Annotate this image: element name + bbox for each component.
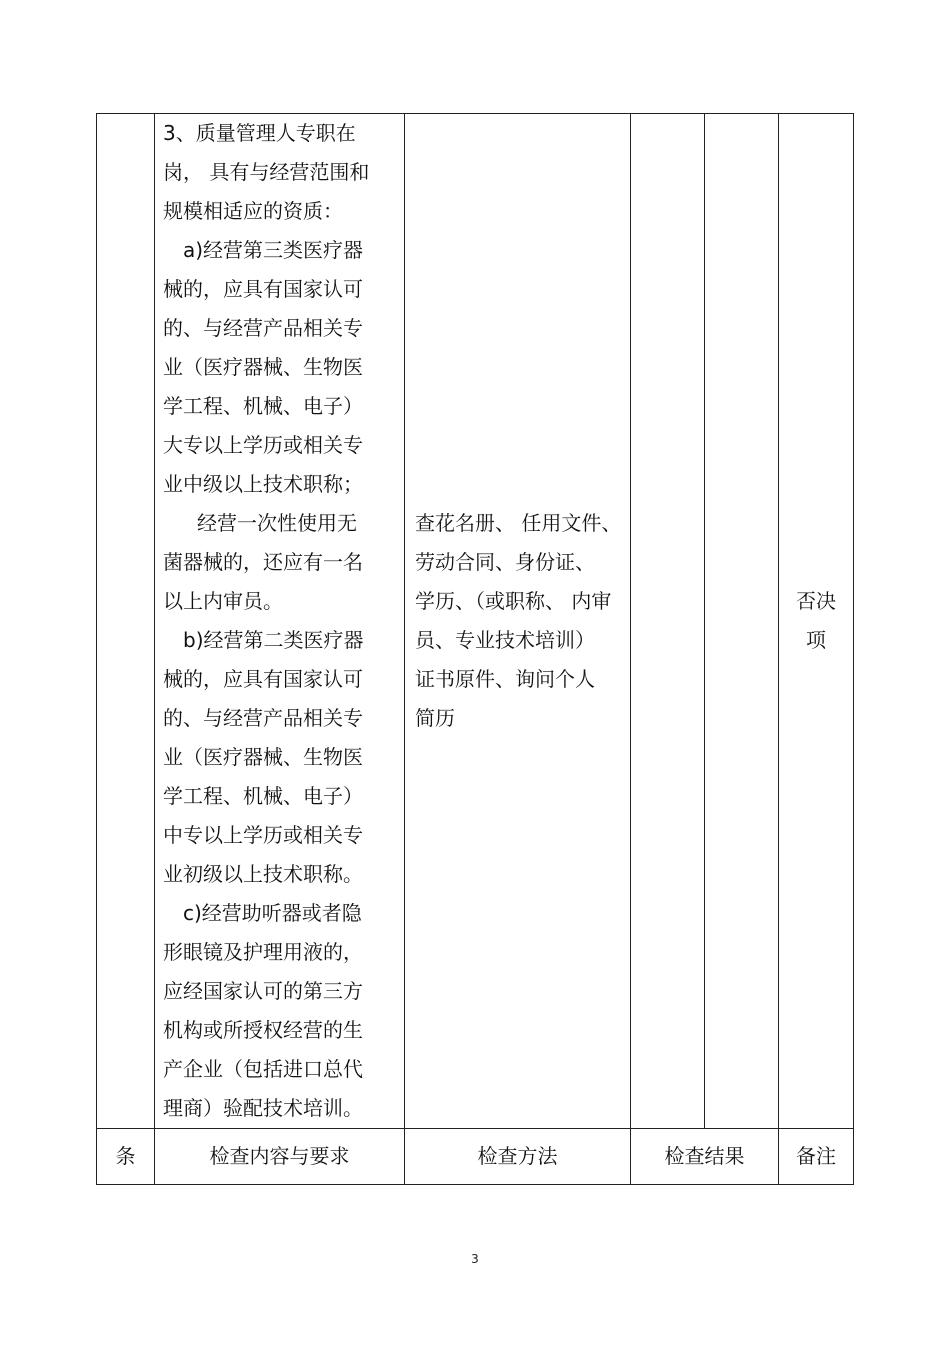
content-line: 岗， 具有与经营范围和 xyxy=(163,160,370,184)
content-line: 的、与经营产品相关专 xyxy=(163,316,363,340)
note-lines xyxy=(779,582,853,660)
content-line: 械的，应具有国家认可 xyxy=(163,277,363,301)
content-line: 理商）验配技术培训。 xyxy=(163,1096,363,1120)
header-number: 条 xyxy=(97,1129,155,1185)
method-line: 简历 xyxy=(415,706,455,730)
content-lines xyxy=(163,114,396,1128)
method-lines xyxy=(415,504,622,738)
content-line: 中专以上学历或相关专 xyxy=(163,823,363,847)
content-line: 菌器械的，还应有一名 xyxy=(163,550,363,574)
method-line: 劳动合同、身份证、 xyxy=(415,550,595,574)
content-line: 业（医疗器械、生物医 xyxy=(163,745,363,769)
content-requirements-cell xyxy=(155,114,405,1129)
content-line: 的、与经营产品相关专 xyxy=(163,706,363,730)
inspection-result-cell-1 xyxy=(631,114,705,1129)
content-line: 3、质量管理人专职在 xyxy=(163,121,356,145)
note-line: 否决 xyxy=(796,589,836,613)
inspection-method-cell xyxy=(405,114,631,1129)
page-number: 3 xyxy=(471,1252,479,1266)
content-line: 经营一次性使用无 xyxy=(197,511,357,535)
header-note: 备注 xyxy=(779,1129,854,1185)
inspection-table xyxy=(96,113,854,1185)
inspection-result-cell-2 xyxy=(705,114,779,1129)
content-line: 形眼镜及护理用液的， xyxy=(163,940,363,964)
content-line: 大专以上学历或相关专 xyxy=(163,433,363,457)
content-line: 学工程、机械、电子） xyxy=(163,784,363,808)
content-line: a)经营第三类医疗器 xyxy=(183,238,364,262)
content-line: c)经营助听器或者隐 xyxy=(183,901,362,925)
header-result: 检查结果 xyxy=(631,1129,779,1185)
content-line: 规模相适应的资质： xyxy=(163,199,343,223)
header-content: 检查内容与要求 xyxy=(155,1129,405,1185)
content-line: 业（医疗器械、生物医 xyxy=(163,355,363,379)
header-method: 检查方法 xyxy=(405,1129,631,1185)
method-line: 员、专业技术培训） xyxy=(415,628,595,652)
method-line: 学历、（或职称、 内审 xyxy=(415,589,612,613)
method-line: 证书原件、询问个人 xyxy=(415,667,595,691)
content-line: b)经营第二类医疗器 xyxy=(183,628,364,652)
content-line: 械的，应具有国家认可 xyxy=(163,667,363,691)
remarks-cell xyxy=(779,114,854,1129)
note-line: 项 xyxy=(806,628,826,652)
content-line: 应经国家认可的第三方 xyxy=(163,979,363,1003)
content-line: 学工程、机械、电子） xyxy=(163,394,363,418)
content-line: 业中级以上技术职称； xyxy=(163,472,363,496)
content-line: 产企业（包括进口总代 xyxy=(163,1057,363,1081)
content-line: 机构或所授权经营的生 xyxy=(163,1018,363,1042)
item-number-cell xyxy=(97,114,155,1129)
table-header-row xyxy=(97,1129,854,1185)
content-line: 以上内审员。 xyxy=(163,589,283,613)
content-line: 业初级以上技术职称。 xyxy=(163,862,363,886)
table-row xyxy=(97,114,854,1129)
method-line: 查花名册、 任用文件、 xyxy=(415,511,622,535)
